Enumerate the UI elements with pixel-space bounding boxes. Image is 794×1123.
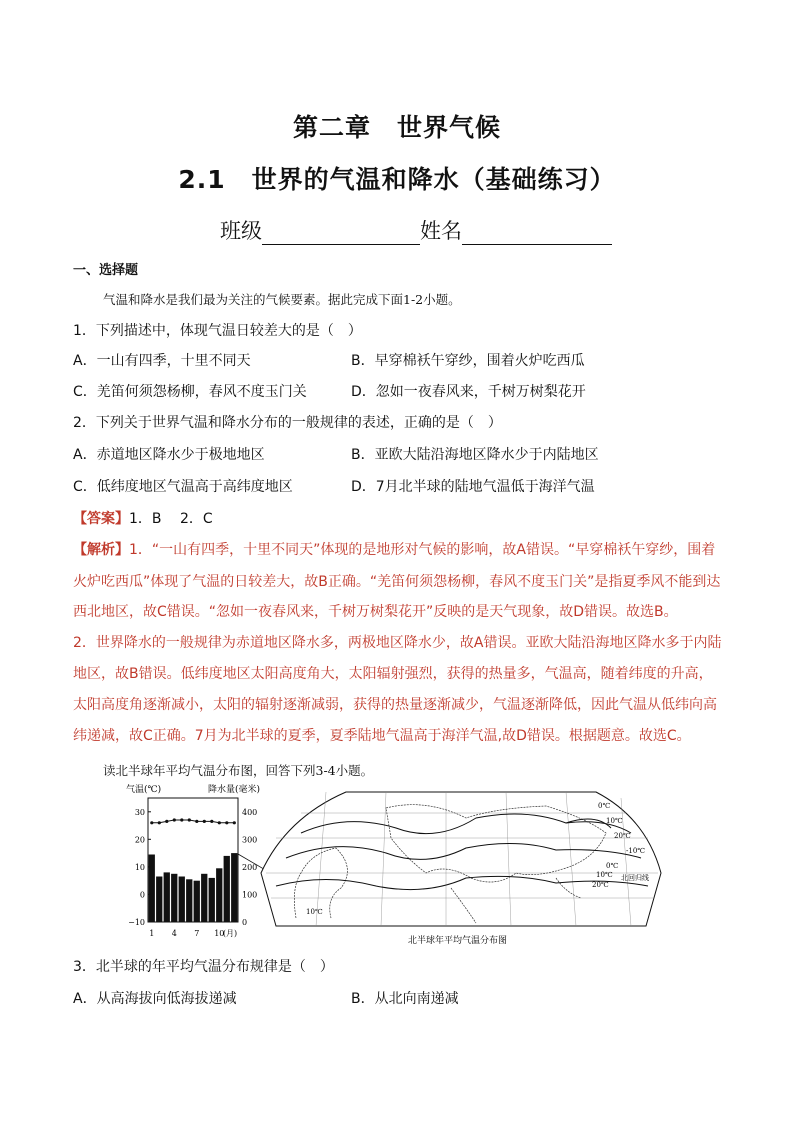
temperature-point: [158, 821, 161, 824]
temperature-point: [203, 820, 206, 823]
question-3-option-a: A．从高海拔向低海拔递减: [73, 991, 237, 1007]
temperature-point: [150, 821, 153, 824]
temperature-point: [210, 820, 213, 823]
right-tick-label: 100: [242, 890, 258, 900]
question-2-option-c: C．低纬度地区气温高于高纬度地区: [73, 479, 293, 495]
intro-q3-4: 读北半球年平均气温分布图，回答下列3-4小题。: [103, 763, 374, 778]
precip-bar: [216, 868, 222, 922]
climate-right-title: 降水量(毫米): [208, 785, 261, 795]
answer-line: [73, 508, 213, 528]
temperature-point: [225, 821, 228, 824]
x-tick-label: 1: [149, 929, 155, 938]
analysis-line-4: 2．世界降水的一般规律为赤道地区降水多，两极地区降水少，故A错误。亚欧大陆沿海地区降水多于内陆: [73, 635, 722, 651]
left-tick-label: 20: [134, 835, 145, 845]
left-tick-label: 30: [134, 807, 145, 817]
analysis-text-1: 1．“一山有四季，十里不同天”体现的是地形对气候的影响，故A错误。“早穿棉袄午穿纱，围着: [129, 542, 716, 558]
climate-left-title: 气温(℃): [126, 785, 162, 795]
section-heading: 一、选择题: [73, 263, 139, 278]
right-tick-label: 300: [242, 835, 258, 845]
x-tick-label: 7: [194, 929, 200, 938]
precip-bar: [149, 855, 155, 923]
question-2-option-d: D．7月北半球的陆地气温低于海洋气温: [351, 479, 595, 495]
x-tick-label: 4: [171, 929, 177, 938]
class-blank: [262, 222, 420, 245]
isotherm-label-10: 10℃: [606, 817, 623, 825]
lesson-title: 2.1 世界的气温和降水（基础练习）: [178, 165, 616, 194]
question-1-option-a: A．一山有四季，十里不同天: [73, 353, 251, 369]
right-tick-label: 0: [242, 918, 248, 927]
precip-bar: [224, 856, 230, 922]
precip-bar: [171, 874, 177, 922]
left-tick-label: 0: [139, 890, 145, 900]
question-1-option-c: C．羌笛何须怨杨柳，春风不度玉门关: [73, 384, 307, 400]
precip-bar: [179, 877, 185, 923]
temperature-point: [188, 818, 191, 821]
question-2-stem: 2．下列关于世界气温和降水分布的一般规律的表述，正确的是（ ）: [73, 415, 502, 431]
right-tick-label: 400: [242, 807, 258, 817]
temperature-point: [165, 820, 168, 823]
precip-bar: [156, 877, 162, 923]
temperature-point: [180, 818, 183, 821]
class-name-line: [220, 215, 612, 245]
precip-bar: [231, 853, 237, 922]
question-3-option-b: B．从北向南递减: [351, 991, 459, 1007]
precip-bar: [186, 879, 192, 922]
question-1-option-b: B．早穿棉袄午穿纱，围着火炉吃西瓜: [351, 353, 585, 369]
analysis-line-7: 纬递减，故C正确。7月为北半球的夏季，夏季陆地气温高于海洋气温,故D错误。根据题意。故选C。: [73, 728, 691, 744]
analysis-line-5: 地区，故B错误。低纬度地区太阳高度角大，太阳辐射强烈，获得的热量多，气温高，随着纬度的升高，: [73, 666, 713, 682]
chapter-title: 第二章 世界气候: [292, 113, 501, 142]
temperature-point: [233, 821, 236, 824]
question-2-option-a: A．赤道地区降水少于极地地区: [73, 447, 265, 463]
intro-q1-2: 气温和降水是我们最为关注的气候要素。据此完成下面1-2小题。: [103, 292, 461, 307]
isotherm-label-minus10: -10℃: [626, 847, 646, 855]
x-tick-label: 10: [214, 929, 225, 938]
question-1-option-d: D．忽如一夜春风来，千树万树梨花开: [351, 384, 586, 400]
right-tick-label: 200: [242, 862, 258, 872]
precip-bar: [194, 881, 200, 922]
analysis-line-2: 火炉吃西瓜”体现了气温的日较差大，故B正确。“羌笛何须怨杨柳，春风不度玉门关”是指夏季风不能到达: [73, 574, 721, 590]
analysis-line-1: [73, 539, 715, 559]
isotherm-label-10-south: 10℃: [306, 908, 323, 916]
question-1-stem: 1．下列描述中，体现气温日较差大的是（ ）: [73, 323, 362, 339]
class-label: 班级: [220, 219, 262, 243]
answer-text: 1．B 2．C: [129, 511, 213, 527]
analysis-line-3: 西北地区，故C错误。“忽如一夜春风来，千树万树梨花开”反映的是天气现象，故D错误。故选B。: [73, 604, 678, 620]
analysis-tag: 【解析】: [73, 542, 129, 558]
temperature-point: [195, 820, 198, 823]
isotherm-label-0-west: 0℃: [606, 862, 619, 870]
tropic-label: 北回归线: [621, 874, 649, 882]
climate-figure: [126, 778, 666, 948]
question-2-option-b: B．亚欧大陆沿海地区降水少于内陆地区: [351, 447, 599, 463]
x-tick-label: (月): [222, 929, 238, 938]
answer-tag: 【答案】: [73, 511, 129, 527]
temperature-point: [173, 818, 176, 821]
name-label: 姓名: [420, 219, 462, 243]
precip-bar: [201, 874, 207, 922]
map-caption: 北半球年平均气温分布图: [408, 936, 508, 946]
temperature-line: [152, 820, 235, 823]
left-tick-label: 10: [134, 862, 145, 872]
temperature-point: [218, 821, 221, 824]
question-3-stem: 3．北半球的年平均气温分布规律是（ ）: [73, 959, 334, 975]
precip-bar: [209, 878, 215, 922]
temperature-map: [261, 792, 661, 946]
isotherm-label-20-west: 20℃: [592, 881, 609, 889]
precip-bar: [164, 872, 170, 922]
isotherm-label-0: 0℃: [598, 802, 611, 810]
name-blank: [462, 222, 612, 245]
left-tick-label: −10: [128, 918, 145, 927]
isotherm-label-20: 20℃: [614, 832, 631, 840]
isotherm-label-10-west: 10℃: [596, 871, 613, 879]
analysis-line-6: 太阳高度角逐渐减小，太阳的辐射逐渐减弱，获得的热量逐渐减少，气温逐渐降低，因此气温从低纬向高: [73, 697, 717, 713]
